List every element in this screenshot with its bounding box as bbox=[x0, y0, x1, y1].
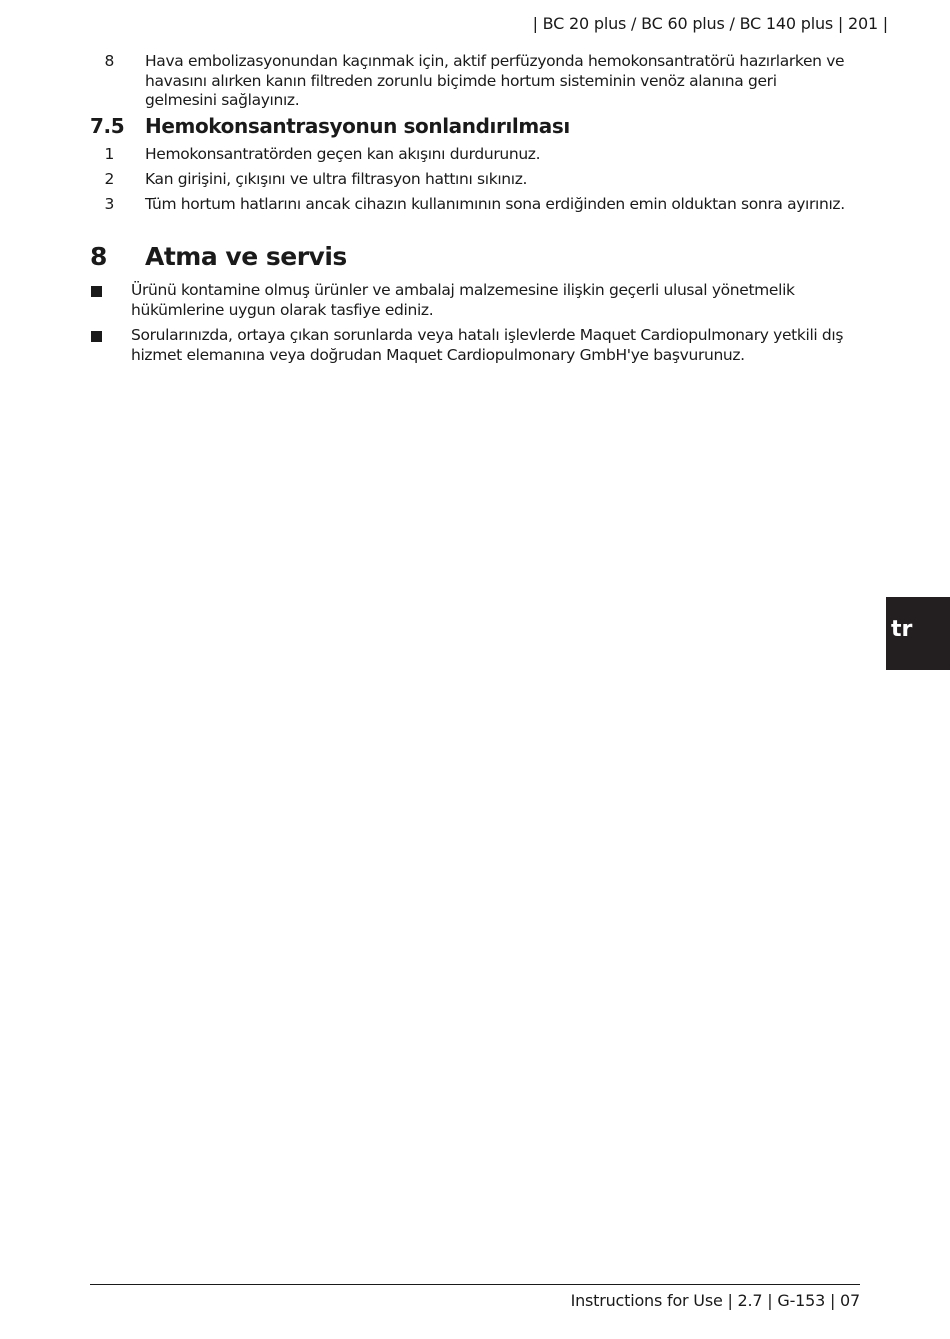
section-title: Atma ve servis bbox=[145, 242, 347, 271]
step-number: 3 bbox=[104, 195, 114, 213]
footer-divider bbox=[90, 1284, 860, 1285]
section-number: 8 bbox=[90, 242, 107, 271]
step-number: 2 bbox=[104, 170, 114, 188]
step-text: Hemokonsantratörden geçen kan akışını durdurunuz. bbox=[145, 145, 541, 163]
bullet-square-icon bbox=[91, 331, 102, 342]
language-tab bbox=[886, 597, 950, 670]
step-number: 1 bbox=[104, 145, 114, 163]
bullet-text: Ürünü kontamine olmuş ürünler ve ambalaj malzemesine ilişkin geçerli ulusal yönetmelik hükümlerine uygun olarak tasfiye ediniz. bbox=[131, 281, 795, 319]
bullet-text: Sorularınızda, ortaya çıkan sorunlarda veya hatalı işlevlerde Maquet Cardiopulmonary yetkili dış hizmet elemanına veya doğrudan Maquet Cardiopulmonary GmbH'ye başvurunuz. bbox=[131, 326, 844, 364]
language-tab-label: tr bbox=[891, 617, 913, 642]
step-number: 8 bbox=[104, 52, 114, 70]
section-number: 7.5 bbox=[90, 114, 125, 138]
section-title: Hemokonsantrasyonun sonlandırılması bbox=[145, 114, 570, 138]
running-header: | BC 20 plus / BC 60 plus / BC 140 plus | 201 | bbox=[532, 14, 888, 33]
step-text: Kan girişini, çıkışını ve ultra filtrasyon hattını sıkınız. bbox=[145, 170, 528, 188]
bullet-square-icon bbox=[91, 286, 102, 297]
step-text: Tüm hortum hatlarını ancak cihazın kullanımının sona erdiğinden emin olduktan sonra ayırınız. bbox=[145, 195, 845, 213]
step-text: Hava embolizasyonundan kaçınmak için, aktif perfüzyonda hemokonsantratörü hazırlarken ve havasını alırken kanın filtreden zorunlu biçimde hortum sisteminin venöz alanına geri gelmesini sağlayınız. bbox=[145, 52, 845, 109]
running-footer: Instructions for Use | 2.7 | G-153 | 07 bbox=[570, 1291, 860, 1310]
